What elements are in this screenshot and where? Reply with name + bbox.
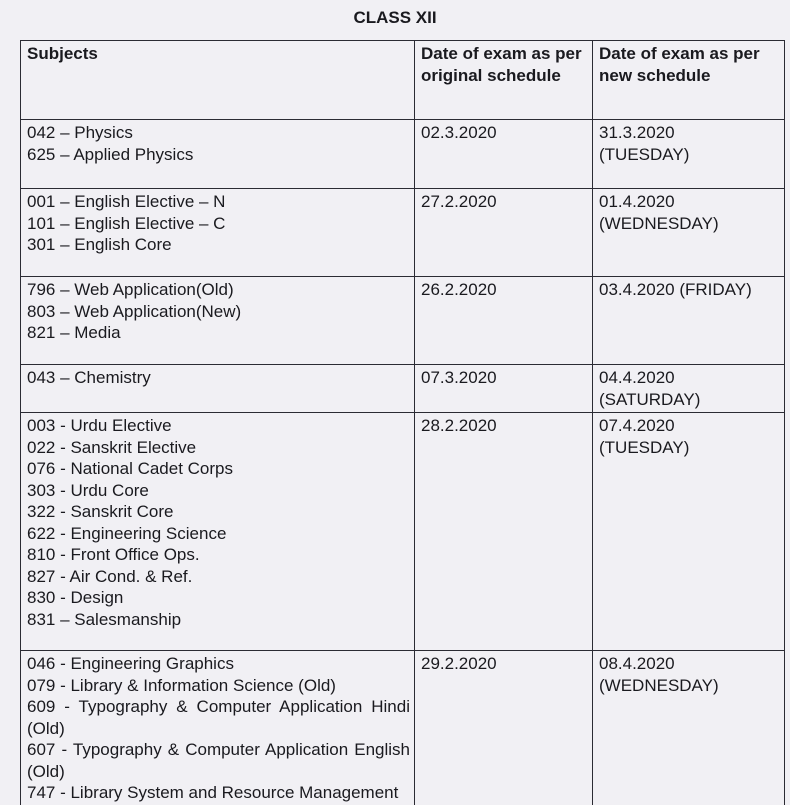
original-date-cell: 07.3.2020 xyxy=(415,365,593,413)
new-date: 03.4.2020 (FRIDAY) xyxy=(599,280,752,299)
table-row xyxy=(21,277,785,365)
new-date-cell xyxy=(593,120,785,189)
subject-line: 076 - National Cadet Corps xyxy=(27,459,234,478)
new-day: (TUESDAY) xyxy=(599,437,690,457)
new-date-cell xyxy=(593,277,785,365)
subjects-cell xyxy=(21,277,415,365)
new-day: (TUESDAY) xyxy=(599,144,690,164)
subject-line: 001 – English Elective – N xyxy=(27,192,226,211)
subject-line: 803 – Web Application(New) xyxy=(27,301,242,321)
exam-schedule-table xyxy=(20,40,785,805)
new-date-cell xyxy=(593,365,785,413)
subject-line: 046 - Engineering Graphics xyxy=(27,654,234,673)
subject-line: 821 – Media xyxy=(27,323,121,342)
subjects-cell xyxy=(21,413,415,651)
original-date-cell: 29.2.2020 xyxy=(415,651,593,805)
subjects-cell xyxy=(21,651,415,805)
subject-line: 796 – Web Application(Old) xyxy=(27,280,234,299)
subject-line: 827 - Air Cond. & Ref. xyxy=(27,566,193,586)
subject-line: 042 – Physics xyxy=(27,123,133,142)
subjects-cell xyxy=(21,189,415,277)
new-day: (WEDNESDAY) xyxy=(599,213,719,233)
new-date: 08.4.2020 xyxy=(599,654,675,673)
subject-line: 079 - Library & Information Science (Old) xyxy=(27,675,336,695)
header-original-date: Date of exam as per original schedule xyxy=(415,41,593,120)
page-title: CLASS XII xyxy=(353,8,437,27)
table-row xyxy=(21,365,785,413)
subject-line: 831 – Salesmanship xyxy=(27,609,182,629)
subject-line: 607 - Typography & Computer Application English (Old) xyxy=(27,740,410,781)
new-date: 04.4.2020 xyxy=(599,368,675,387)
subject-line: 322 - Sanskrit Core xyxy=(27,502,174,521)
table-header-row xyxy=(21,41,785,120)
new-date: 31.3.2020 xyxy=(599,123,675,142)
table-row xyxy=(21,189,785,277)
subject-line: 810 - Front Office Ops. xyxy=(27,545,200,564)
new-date: 01.4.2020 xyxy=(599,192,675,211)
subject-line: 303 - Urdu Core xyxy=(27,480,149,500)
subject-line: 043 – Chemistry xyxy=(27,368,151,387)
table-row xyxy=(21,413,785,651)
new-day: (WEDNESDAY) xyxy=(599,675,719,695)
new-date: 07.4.2020 xyxy=(599,416,675,435)
new-date-cell xyxy=(593,413,785,651)
subjects-cell xyxy=(21,120,415,189)
original-date-cell: 28.2.2020 xyxy=(415,413,593,651)
original-date-cell: 02.3.2020 xyxy=(415,120,593,189)
subject-line: 101 – English Elective – C xyxy=(27,213,226,233)
subject-line: 609 - Typography & Computer Application Hindi (Old) xyxy=(27,697,410,738)
header-subjects: Subjects xyxy=(21,41,415,120)
subject-line: 003 - Urdu Elective xyxy=(27,416,172,435)
subject-line: 625 – Applied Physics xyxy=(27,144,194,164)
subject-line: 301 – English Core xyxy=(27,235,172,254)
new-date-cell xyxy=(593,651,785,805)
table-row xyxy=(21,651,785,805)
subject-line: 830 - Design xyxy=(27,588,124,607)
new-day: (SATURDAY) xyxy=(599,389,701,409)
subject-line: 622 - Engineering Science xyxy=(27,523,227,543)
header-new-date: Date of exam as per new schedule xyxy=(593,41,785,120)
subject-line: 747 - Library System and Resource Management xyxy=(27,783,399,802)
new-date-cell xyxy=(593,189,785,277)
table-row xyxy=(21,120,785,189)
subject-line: 022 - Sanskrit Elective xyxy=(27,437,197,457)
original-date-cell: 27.2.2020 xyxy=(415,189,593,277)
original-date-cell: 26.2.2020 xyxy=(415,277,593,365)
subjects-cell xyxy=(21,365,415,413)
